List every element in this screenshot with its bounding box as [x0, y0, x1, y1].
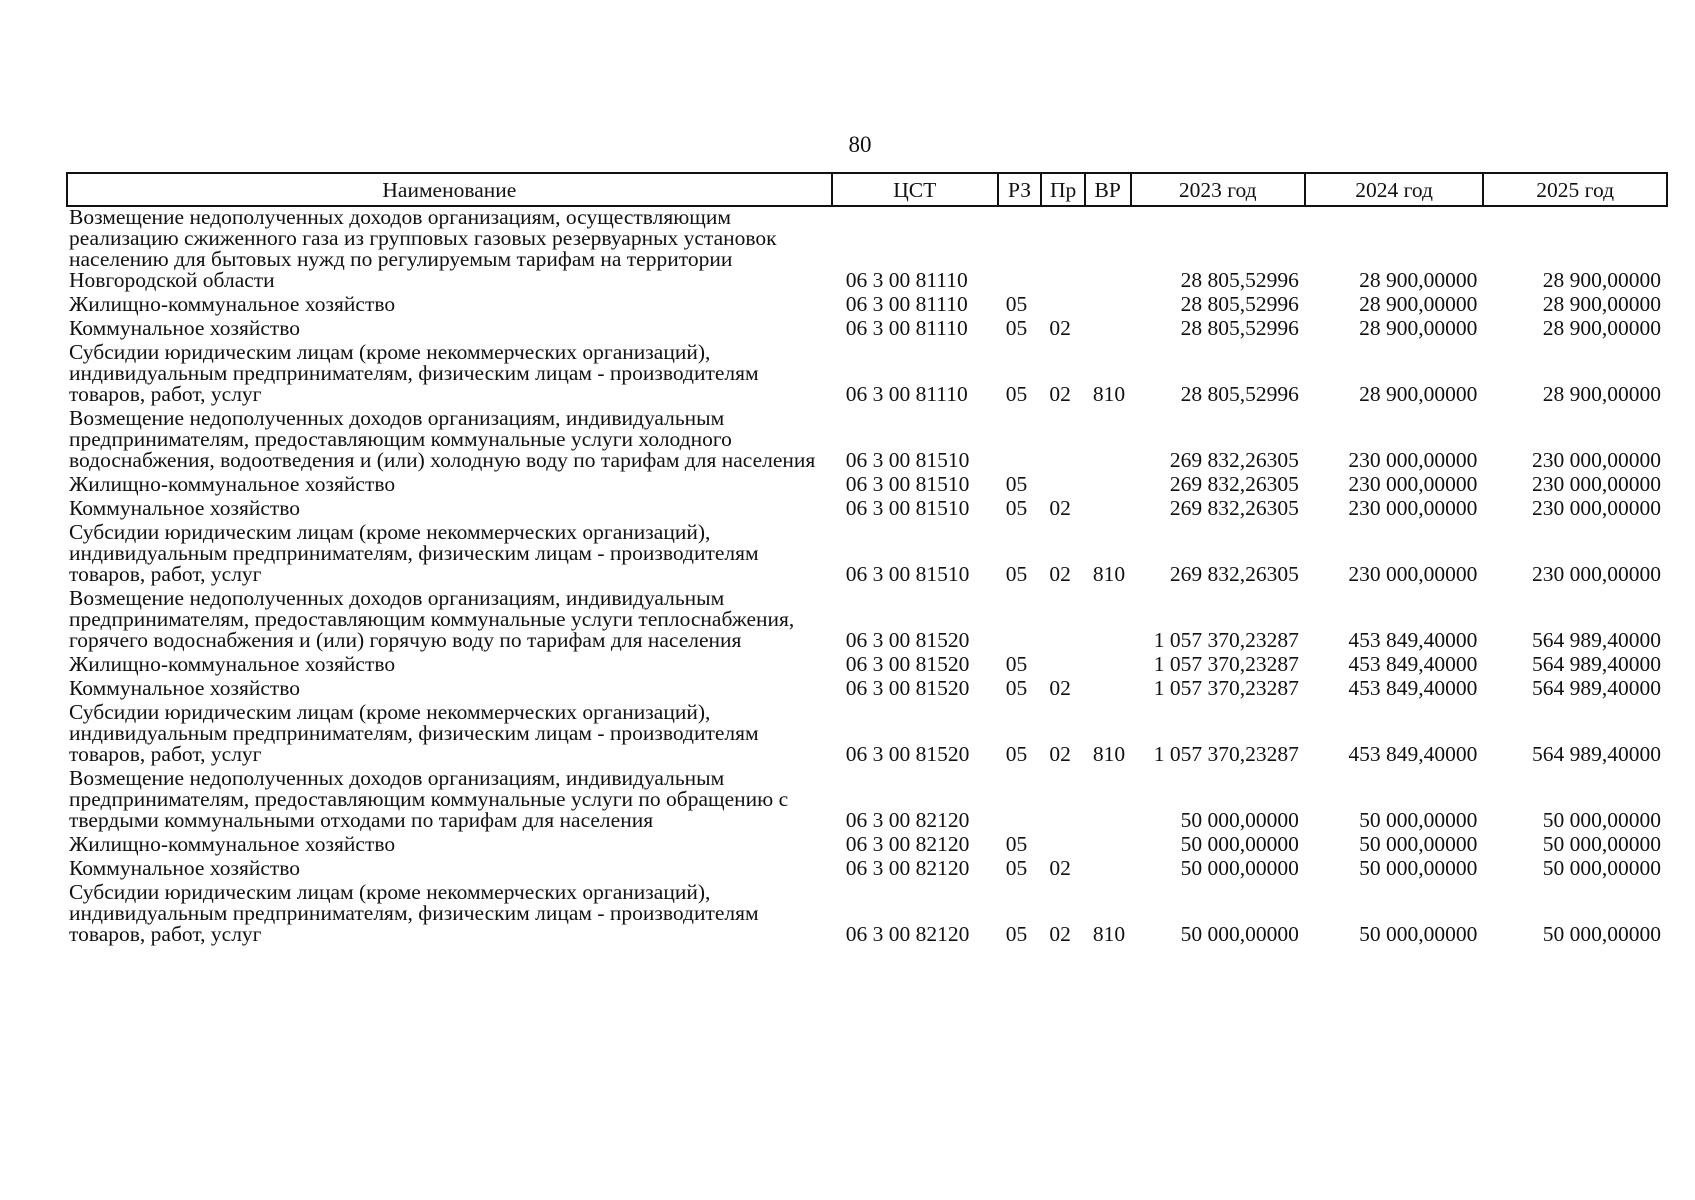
row-name: Субсидии юридическим лицам (кроме некоммерческих организаций), индивидуальным предпринимателям, физическим лицам - производителям товаров, работ, услуг [69, 520, 759, 586]
row-pr [1041, 768, 1085, 834]
row-name: Субсидии юридическим лицам (кроме некоммерческих организаций), индивидуальным предпринимателям, физическим лицам - производителям товаров, работ, услуг [69, 880, 759, 946]
row-cst: 06 3 00 81520 [845, 652, 970, 676]
row-pr [1041, 408, 1085, 474]
row-cst: 06 3 00 81510 [845, 472, 970, 496]
row-cst: 06 3 00 81520 [845, 742, 970, 766]
row-2025: 50 000,00000 [1542, 808, 1661, 832]
row-2025: 230 000,00000 [1532, 448, 1661, 472]
header-2023: 2023 год [1131, 173, 1305, 206]
row-pr [1041, 474, 1085, 498]
row-rz: 05 [1005, 832, 1028, 856]
row-vr [1085, 588, 1131, 654]
row-pr: 02 [1049, 496, 1071, 520]
row-cst: 06 3 00 81510 [845, 562, 970, 586]
table-row [67, 522, 1667, 588]
row-2024: 50 000,00000 [1359, 808, 1478, 832]
row-2024: 50 000,00000 [1359, 922, 1478, 946]
budget-table [66, 172, 1668, 948]
row-2025: 28 900,00000 [1542, 316, 1661, 340]
row-name: Субсидии юридическим лицам (кроме некоммерческих организаций), индивидуальным предпринимателям, физическим лицам - производителям товаров, работ, услуг [69, 700, 759, 766]
row-2025: 564 989,40000 [1532, 652, 1661, 676]
row-rz [998, 408, 1042, 474]
row-2023: 269 832,26305 [1169, 496, 1299, 520]
header-cst: ЦСТ [832, 173, 998, 206]
row-2024: 453 849,40000 [1348, 652, 1478, 676]
table-row [67, 318, 1667, 342]
row-2023: 28 805,52996 [1180, 382, 1299, 406]
table-row [67, 678, 1667, 702]
header-rz: РЗ [998, 173, 1042, 206]
row-cst: 06 3 00 81110 [845, 382, 968, 406]
row-cst: 06 3 00 82120 [845, 808, 970, 832]
row-2024: 28 900,00000 [1359, 316, 1478, 340]
row-name: Жилищно-коммунальное хозяйство [69, 292, 396, 316]
row-2023: 28 805,52996 [1180, 292, 1299, 316]
table-row [67, 702, 1667, 768]
row-2023: 1 057 370,23287 [1153, 676, 1299, 700]
row-name: Возмещение недополученных доходов организациям, индивидуальным предпринимателям, предоставляющим коммунальные услуги холодного водоснабжения, водоотведения и (или) холодную воду по тарифам для населения [69, 406, 816, 472]
row-pr: 02 [1049, 922, 1071, 946]
row-cst: 06 3 00 81510 [845, 448, 970, 472]
row-cst: 06 3 00 81520 [845, 676, 970, 700]
header-vr: ВР [1085, 173, 1131, 206]
row-pr: 02 [1049, 562, 1071, 586]
row-rz: 05 [1005, 382, 1028, 406]
row-pr: 02 [1049, 382, 1071, 406]
row-2025: 50 000,00000 [1542, 856, 1661, 880]
row-2025: 230 000,00000 [1532, 562, 1661, 586]
row-pr [1041, 294, 1085, 318]
row-pr: 02 [1049, 316, 1071, 340]
table-row [67, 654, 1667, 678]
row-2025: 564 989,40000 [1532, 742, 1661, 766]
row-vr [1085, 654, 1131, 678]
row-2023: 269 832,26305 [1169, 562, 1299, 586]
row-2023: 50 000,00000 [1180, 832, 1299, 856]
row-rz: 05 [1005, 676, 1028, 700]
row-2025: 564 989,40000 [1532, 676, 1661, 700]
row-pr [1041, 834, 1085, 858]
row-pr: 02 [1049, 742, 1071, 766]
table-row [67, 474, 1667, 498]
header-2025: 2025 год [1483, 173, 1667, 206]
row-vr: 810 [1092, 562, 1126, 586]
row-2024: 50 000,00000 [1359, 856, 1478, 880]
header-row [67, 173, 1667, 206]
row-2024: 28 900,00000 [1359, 292, 1478, 316]
row-vr [1085, 294, 1131, 318]
table-row [67, 882, 1667, 948]
row-2023: 50 000,00000 [1180, 856, 1299, 880]
row-2023: 28 805,52996 [1180, 316, 1299, 340]
row-rz: 05 [1005, 562, 1028, 586]
row-cst: 06 3 00 82120 [845, 922, 970, 946]
row-2024: 453 849,40000 [1348, 676, 1478, 700]
row-2024: 453 849,40000 [1348, 628, 1478, 652]
row-rz [998, 206, 1042, 294]
row-cst: 06 3 00 81520 [845, 628, 970, 652]
row-2023: 1 057 370,23287 [1153, 628, 1299, 652]
row-2024: 453 849,40000 [1348, 742, 1478, 766]
row-2024: 230 000,00000 [1348, 496, 1478, 520]
row-2024: 50 000,00000 [1359, 832, 1478, 856]
row-rz: 05 [1005, 922, 1028, 946]
row-rz [998, 768, 1042, 834]
row-name: Жилищно-коммунальное хозяйство [69, 652, 396, 676]
row-2023: 50 000,00000 [1180, 922, 1299, 946]
row-2025: 230 000,00000 [1532, 472, 1661, 496]
row-name: Коммунальное хозяйство [69, 676, 301, 700]
row-cst: 06 3 00 81510 [845, 496, 970, 520]
row-2025: 50 000,00000 [1542, 832, 1661, 856]
table-row [67, 206, 1667, 294]
row-pr [1041, 654, 1085, 678]
table-row [67, 408, 1667, 474]
row-name: Возмещение недополученных доходов организациям, осуществляющим реализацию сжиженного газа из групповых газовых резервуарных установок населению для бытовых нужд по регулируемым тарифам на территории Новгородской области [69, 205, 777, 292]
table-row [67, 294, 1667, 318]
table-body [67, 206, 1667, 948]
row-2023: 269 832,26305 [1169, 448, 1299, 472]
table-row [67, 858, 1667, 882]
row-2024: 230 000,00000 [1348, 562, 1478, 586]
row-vr [1085, 768, 1131, 834]
header-2024: 2024 год [1305, 173, 1483, 206]
row-pr [1041, 206, 1085, 294]
row-2025: 28 900,00000 [1542, 382, 1661, 406]
row-2023: 269 832,26305 [1169, 472, 1299, 496]
row-2023: 50 000,00000 [1180, 808, 1299, 832]
row-2023: 28 805,52996 [1180, 268, 1299, 292]
page-number: 80 [848, 132, 872, 157]
row-name: Коммунальное хозяйство [69, 316, 301, 340]
row-vr: 810 [1092, 922, 1126, 946]
row-name: Жилищно-коммунальное хозяйство [69, 832, 396, 856]
table-row [67, 768, 1667, 834]
table-row [67, 588, 1667, 654]
row-rz: 05 [1005, 292, 1028, 316]
row-vr [1085, 498, 1131, 522]
row-2025: 28 900,00000 [1542, 292, 1661, 316]
row-rz: 05 [1005, 742, 1028, 766]
row-vr [1085, 408, 1131, 474]
row-name: Субсидии юридическим лицам (кроме некоммерческих организаций), индивидуальным предпринимателям, физическим лицам - производителям товаров, работ, услуг [69, 340, 759, 406]
row-rz: 05 [1005, 316, 1028, 340]
row-vr: 810 [1092, 742, 1126, 766]
row-name: Жилищно-коммунальное хозяйство [69, 472, 396, 496]
row-cst: 06 3 00 82120 [845, 832, 970, 856]
row-vr [1085, 834, 1131, 858]
row-vr [1085, 678, 1131, 702]
row-rz: 05 [1005, 472, 1028, 496]
table-row [67, 834, 1667, 858]
row-vr [1085, 858, 1131, 882]
row-name: Возмещение недополученных доходов организациям, индивидуальным предпринимателям, предоставляющим коммунальные услуги теплоснабжения, горячего водоснабжения и (или) горячую воду по тарифам для населения [69, 586, 795, 652]
row-name: Коммунальное хозяйство [69, 496, 301, 520]
row-vr: 810 [1092, 382, 1126, 406]
table-row [67, 498, 1667, 522]
row-2025: 564 989,40000 [1532, 628, 1661, 652]
row-rz [998, 588, 1042, 654]
row-2024: 28 900,00000 [1359, 382, 1478, 406]
row-2025: 230 000,00000 [1532, 496, 1661, 520]
row-rz: 05 [1005, 856, 1028, 880]
row-rz: 05 [1005, 652, 1028, 676]
row-2024: 230 000,00000 [1348, 472, 1478, 496]
row-2024: 28 900,00000 [1359, 268, 1478, 292]
row-pr: 02 [1049, 856, 1071, 880]
header-pr: Пр [1041, 173, 1085, 206]
row-rz: 05 [1005, 496, 1028, 520]
row-vr [1085, 318, 1131, 342]
row-pr [1041, 588, 1085, 654]
table-row [67, 342, 1667, 408]
header-name: Наименование [67, 173, 832, 206]
row-vr [1085, 474, 1131, 498]
row-pr: 02 [1049, 676, 1071, 700]
row-cst: 06 3 00 81110 [845, 316, 968, 340]
row-2025: 28 900,00000 [1542, 268, 1661, 292]
row-2023: 1 057 370,23287 [1153, 652, 1299, 676]
row-vr [1085, 206, 1131, 294]
row-name: Коммунальное хозяйство [69, 856, 301, 880]
row-cst: 06 3 00 81110 [845, 268, 968, 292]
row-cst: 06 3 00 82120 [845, 856, 970, 880]
row-name: Возмещение недополученных доходов организациям, индивидуальным предпринимателям, предоставляющим коммунальные услуги по обращению с твердыми коммунальными отходами по тарифам для населения [69, 766, 789, 832]
row-2024: 230 000,00000 [1348, 448, 1478, 472]
row-2023: 1 057 370,23287 [1153, 742, 1299, 766]
table-header [67, 173, 1667, 206]
row-cst: 06 3 00 81110 [845, 292, 968, 316]
row-2025: 50 000,00000 [1542, 922, 1661, 946]
